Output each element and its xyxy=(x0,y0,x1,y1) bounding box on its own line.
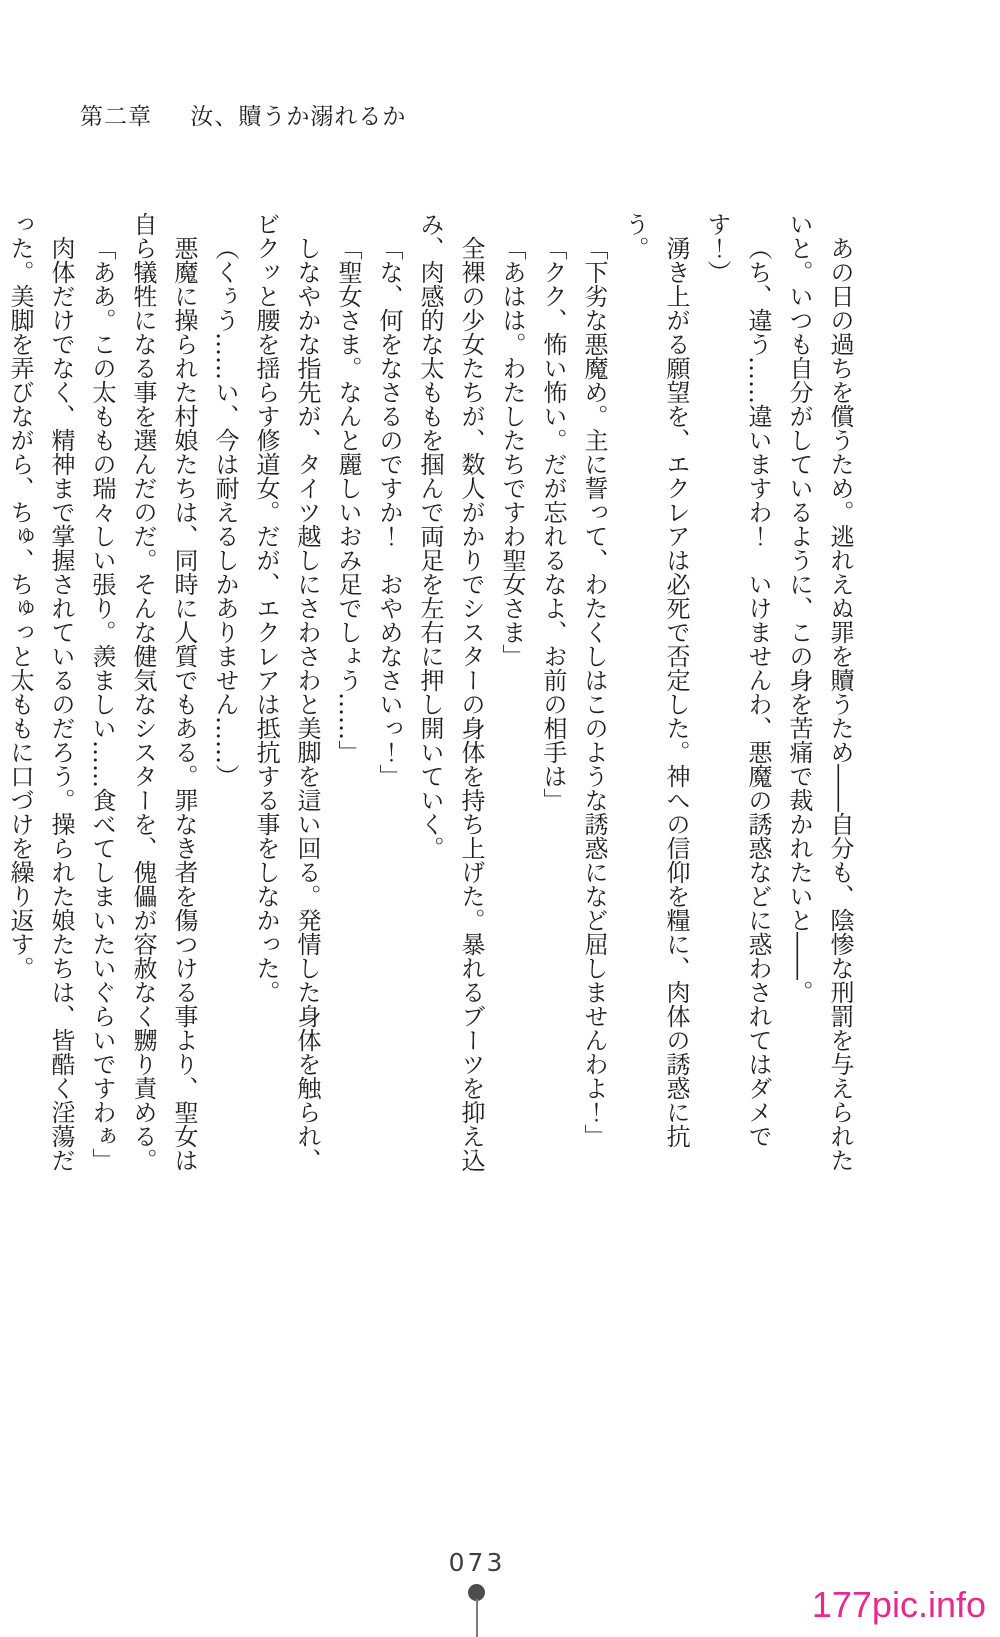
paragraph: 湧き上がる願望を、エクレアは必死で否定した。神への信仰を糧に、肉体の誘惑に抗う。 xyxy=(621,212,690,1148)
watermark: 177pic.info xyxy=(811,1584,986,1625)
page-number: 073 xyxy=(448,1548,506,1577)
chapter-title: 汝、贖うか溺れるか xyxy=(190,104,407,130)
body-text xyxy=(0,212,860,1180)
chapter-number: 第二章 xyxy=(80,104,152,130)
chapter-header xyxy=(80,98,406,131)
paragraph: 肉体だけでなく、精神まで掌握されているのだろう。操られた娘たちは、皆酷く淫蕩だった。美脚を弄びながら、ちゅ、ちゅっと太ももに口づけを繰り返す。 xyxy=(6,212,75,1172)
paragraph: 悪魔に操られた村娘たちは、同時に人質でもある。罪なき者を傷つける事より、聖女は自ら犠牲になる事を選んだのだ。そんな健気なシスターを、傀儡が容赦なく嬲り責める。 xyxy=(129,212,198,1172)
paragraph: 「聖女さま。なんと麗しいおみ足でしょう……」 xyxy=(334,236,362,764)
footer-line xyxy=(476,1599,478,1637)
paragraph: 「クク、怖い怖い。だが忘れるなよ、お前の相手は」 xyxy=(539,236,567,812)
paragraph: 「な、何をなさるのですか！ おやめなさいっ！」 xyxy=(375,236,403,788)
paragraph: あの日の過ちを償うため。逃れえぬ罪を贖うため――自分も、陰惨な刑罰を与えられたいと。いつも自分がしているように、この身を苦痛で裁かれたいと――。 xyxy=(785,212,854,1172)
paragraph: 「下劣な悪魔め。主に誓って、わたくしはこのような誘惑になど屈しませんわよ！」 xyxy=(580,236,608,1148)
paragraph: 「ああ。この太ももの瑞々しい張り。羨ましい……食べてしまいたいぐらいですわぁ」 xyxy=(88,236,116,1172)
paragraph: （ち、違う……違いますわ！ いけませんわ、悪魔の誘惑などに惑わされてはダメです！） xyxy=(703,212,772,1148)
paragraph: しなやかな指先が、タイツ越しにさわさわと美脚を這い回る。発情した身体を触られ、ビクッと腰を揺らす修道女。だが、エクレアは抵抗する事をしなかった。 xyxy=(252,212,321,1172)
paragraph: 「あはは。わたしたちですわ聖女さま」 xyxy=(498,236,526,668)
paragraph: 全裸の少女たちが、数人がかりでシスターの身体を持ち上げた。暴れるブーツを抑え込み、肉感的な太ももを掴んで両足を左右に押し開いていく。 xyxy=(416,212,485,1172)
paragraph: （くぅう……い、今は耐えるしかありません……） xyxy=(211,236,239,788)
